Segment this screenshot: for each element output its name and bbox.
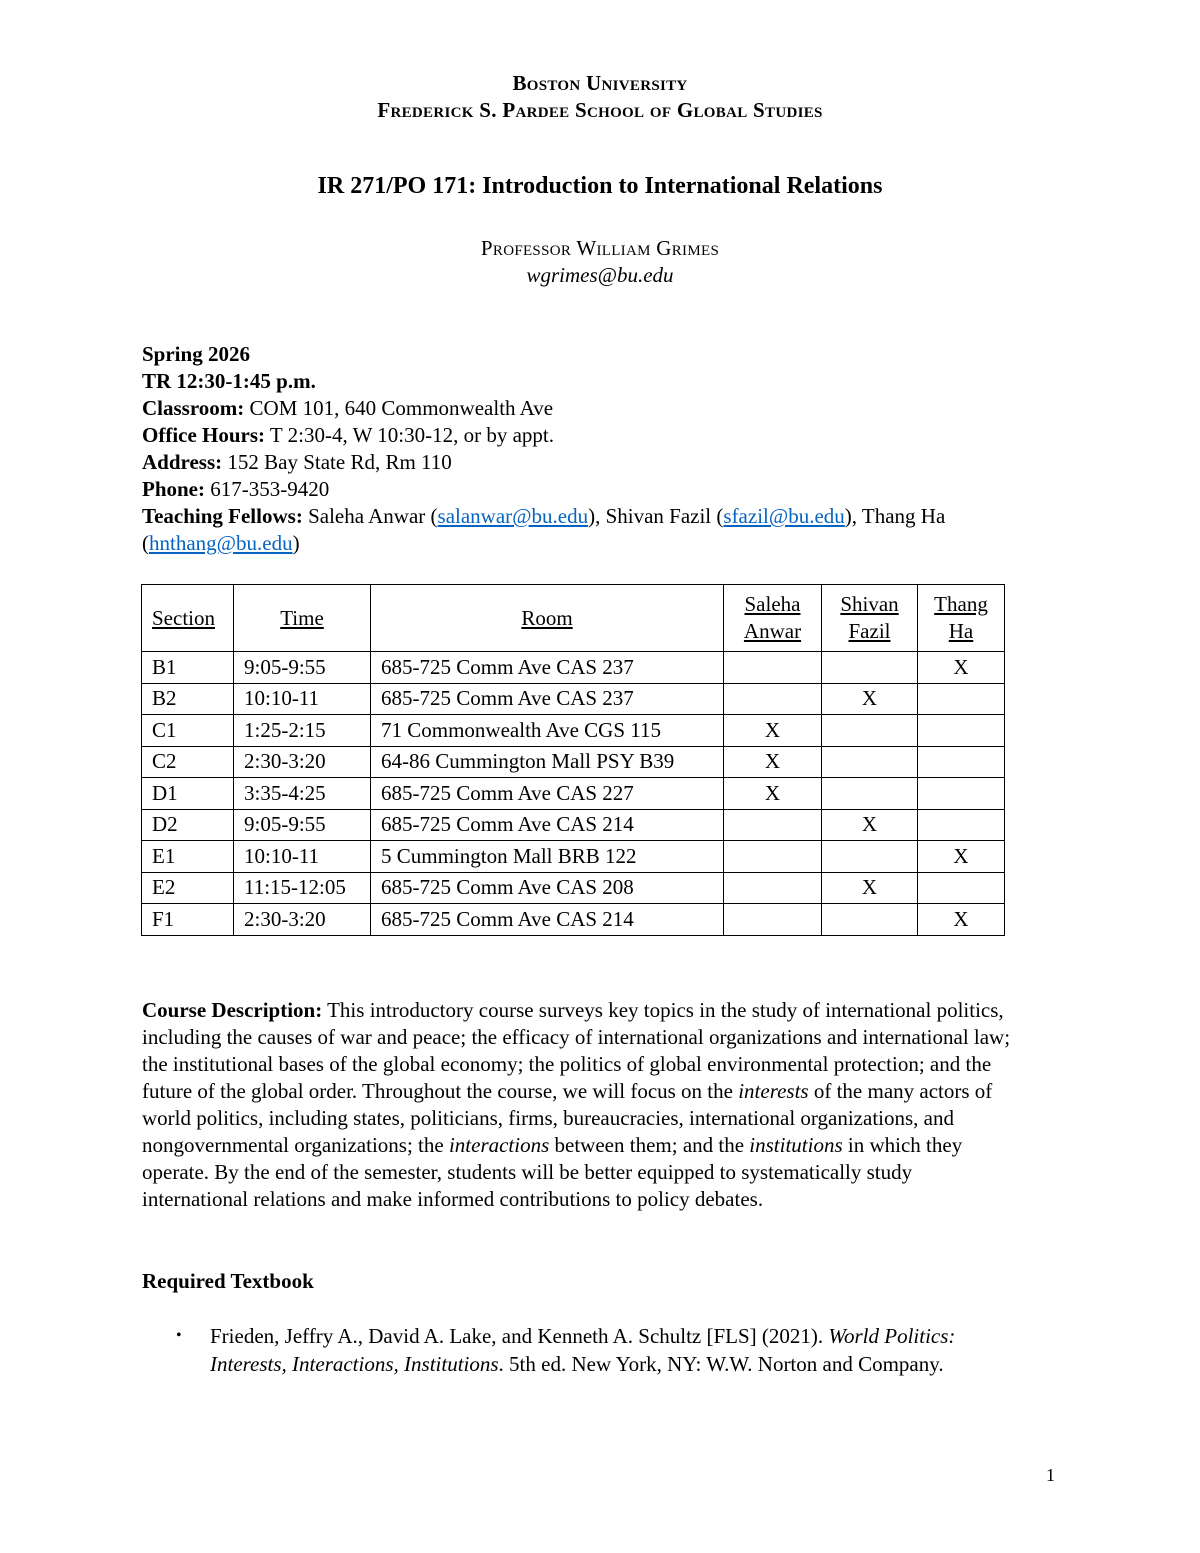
cell-section: D2 — [142, 809, 234, 841]
cell-section: D1 — [142, 778, 234, 810]
table-row — [142, 872, 1005, 904]
schedule: TR 12:30-1:45 p.m. — [142, 369, 316, 393]
cell-anwar — [724, 872, 822, 904]
header-section: Section — [142, 585, 234, 652]
tf-fazil-email-link[interactable]: sfazil@bu.edu — [723, 504, 845, 528]
header-ha — [918, 585, 1005, 652]
table-row — [142, 904, 1005, 936]
cell-time: 2:30-3:20 — [234, 904, 371, 936]
professor-email: wgrimes@bu.edu — [526, 263, 674, 287]
teaching-fellows-line-2 — [142, 530, 1062, 557]
header-fazil — [822, 585, 918, 652]
cell-time: 10:10-11 — [234, 683, 371, 715]
office-hours-value: T 2:30-4, W 10:30-12, or by appt. — [265, 423, 554, 447]
course-description-label: Course Description: — [142, 998, 323, 1022]
course-title: IR 271/PO 171: Introduction to International Relations — [317, 173, 883, 199]
cell-section: E1 — [142, 841, 234, 873]
cell-time: 1:25-2:15 — [234, 715, 371, 747]
cell-room: 685-725 Comm Ave CAS 208 — [371, 872, 724, 904]
header-fazil-last: Fazil — [848, 619, 891, 643]
description-text-1: This introductory course surveys key topics in the study of international politics, including the causes of war and peace; the efficacy of international organizations and international law; the institutional bases of the global economy; the politics of global environmental protection; and the future of the global order. Throughout the course, we will focus on the — [142, 998, 1011, 1103]
cell-anwar — [724, 904, 822, 936]
cell-ha — [918, 778, 1005, 810]
cell-fazil — [822, 904, 918, 936]
description-text-3: between them; and the — [549, 1133, 750, 1157]
paren-open: ( — [142, 531, 149, 555]
cell-ha — [918, 683, 1005, 715]
cell-anwar: X — [724, 746, 822, 778]
description-emphasis-interests: interests — [738, 1079, 809, 1103]
description-text-4: in which they operate. By the end of the semester, students will be better equipped to systematically study international relations and make informed contributions to policy debates. — [142, 1133, 963, 1211]
teaching-fellows-line — [142, 503, 1062, 530]
cell-section: B2 — [142, 683, 234, 715]
cell-room: 64-86 Cummington Mall PSY B39 — [371, 746, 724, 778]
header-anwar — [724, 585, 822, 652]
required-textbook-heading: Required Textbook — [142, 1269, 314, 1293]
textbook-publication: . 5th ed. New York, NY: W.W. Norton and Company. — [498, 1352, 944, 1376]
page-number: 1 — [1046, 1465, 1055, 1485]
cell-anwar — [724, 652, 822, 684]
cell-ha — [918, 872, 1005, 904]
cell-fazil: X — [822, 809, 918, 841]
cell-anwar — [724, 809, 822, 841]
address-line — [142, 449, 1062, 476]
table-row — [142, 778, 1005, 810]
cell-time: 9:05-9:55 — [234, 809, 371, 841]
header-ha-first: Thang — [934, 592, 988, 616]
cell-anwar: X — [724, 715, 822, 747]
professor-name: Professor William Grimes — [480, 236, 720, 260]
cell-time: 10:10-11 — [234, 841, 371, 873]
phone-value: 617-353-9420 — [205, 477, 330, 501]
cell-fazil: X — [822, 683, 918, 715]
address-label: Address: — [142, 450, 223, 474]
course-description — [142, 997, 1022, 1213]
tf-ha-email-link[interactable]: hnthang@bu.edu — [149, 531, 293, 555]
cell-fazil: X — [822, 872, 918, 904]
header-time: Time — [234, 585, 371, 652]
header-anwar-first: Saleha — [744, 592, 801, 616]
description-emphasis-interactions: interactions — [448, 1133, 550, 1157]
office-hours-label: Office Hours: — [142, 423, 266, 447]
teaching-fellows-label: Teaching Fellows: — [142, 504, 303, 528]
cell-fazil — [822, 715, 918, 747]
term: Spring 2026 — [142, 342, 250, 366]
cell-ha: X — [918, 652, 1005, 684]
cell-anwar — [724, 841, 822, 873]
cell-time: 9:05-9:55 — [234, 652, 371, 684]
cell-ha: X — [918, 904, 1005, 936]
table-row — [142, 841, 1005, 873]
tf-fazil-name: ), Shivan Fazil ( — [588, 504, 724, 528]
phone-line — [142, 476, 1062, 503]
cell-time: 3:35-4:25 — [234, 778, 371, 810]
classroom-value: COM 101, 640 Commonwealth Ave — [244, 396, 554, 420]
cell-ha — [918, 715, 1005, 747]
header-ha-last: Ha — [948, 619, 974, 643]
office-hours-line — [142, 422, 1062, 449]
textbook-title: World Politics: Interests, Interactions, Institutions — [210, 1324, 956, 1376]
cell-section: E2 — [142, 872, 234, 904]
paren-close: ) — [292, 531, 300, 555]
header-room: Room — [371, 585, 724, 652]
cell-section: B1 — [142, 652, 234, 684]
cell-fazil — [822, 778, 918, 810]
bullet-icon: • — [176, 1327, 182, 1344]
cell-room: 5 Cummington Mall BRB 122 — [371, 841, 724, 873]
tf-anwar-email-link[interactable]: salanwar@bu.edu — [437, 504, 589, 528]
table-header-row — [142, 585, 1005, 652]
cell-anwar: X — [724, 778, 822, 810]
classroom-label: Classroom: — [142, 396, 245, 420]
cell-ha: X — [918, 841, 1005, 873]
textbook-list-item — [142, 1322, 1022, 1378]
cell-room: 685-725 Comm Ave CAS 214 — [371, 904, 724, 936]
cell-fazil — [822, 841, 918, 873]
cell-ha — [918, 809, 1005, 841]
table-row — [142, 809, 1005, 841]
table-row — [142, 683, 1005, 715]
cell-time: 11:15-12:05 — [234, 872, 371, 904]
header-anwar-last: Anwar — [743, 619, 802, 643]
description-text-2: of the many actors of world politics, including states, politicians, firms, bureaucracies, international organizations, and nongovernmental organizations; the — [142, 1079, 993, 1157]
cell-time: 2:30-3:20 — [234, 746, 371, 778]
school-name: Frederick S. Pardee School of Global Studies — [377, 98, 823, 122]
cell-room: 685-725 Comm Ave CAS 237 — [371, 683, 724, 715]
table-row — [142, 715, 1005, 747]
address-value: 152 Bay State Rd, Rm 110 — [222, 450, 452, 474]
textbook-citation — [210, 1322, 1022, 1378]
cell-fazil — [822, 746, 918, 778]
table-row — [142, 652, 1005, 684]
cell-room: 71 Commonwealth Ave CGS 115 — [371, 715, 724, 747]
description-emphasis-institutions: institutions — [749, 1133, 843, 1157]
cell-section: C1 — [142, 715, 234, 747]
cell-ha — [918, 746, 1005, 778]
course-info — [142, 341, 1062, 557]
tf-ha-name: ), Thang Ha — [844, 504, 946, 528]
table-row — [142, 746, 1005, 778]
classroom-line — [142, 395, 1062, 422]
cell-room: 685-725 Comm Ave CAS 227 — [371, 778, 724, 810]
cell-room: 685-725 Comm Ave CAS 214 — [371, 809, 724, 841]
sections-table — [141, 584, 1005, 936]
cell-anwar — [724, 683, 822, 715]
cell-fazil — [822, 652, 918, 684]
phone-label: Phone: — [142, 477, 205, 501]
cell-section: F1 — [142, 904, 234, 936]
cell-room: 685-725 Comm Ave CAS 237 — [371, 652, 724, 684]
header-fazil-first: Shivan — [840, 592, 899, 616]
university-name: Boston University — [512, 71, 688, 95]
textbook-authors: Frieden, Jeffry A., David A. Lake, and Kenneth A. Schultz [FLS] (2021). — [210, 1324, 829, 1348]
cell-section: C2 — [142, 746, 234, 778]
tf-anwar-name: Saleha Anwar ( — [302, 504, 438, 528]
